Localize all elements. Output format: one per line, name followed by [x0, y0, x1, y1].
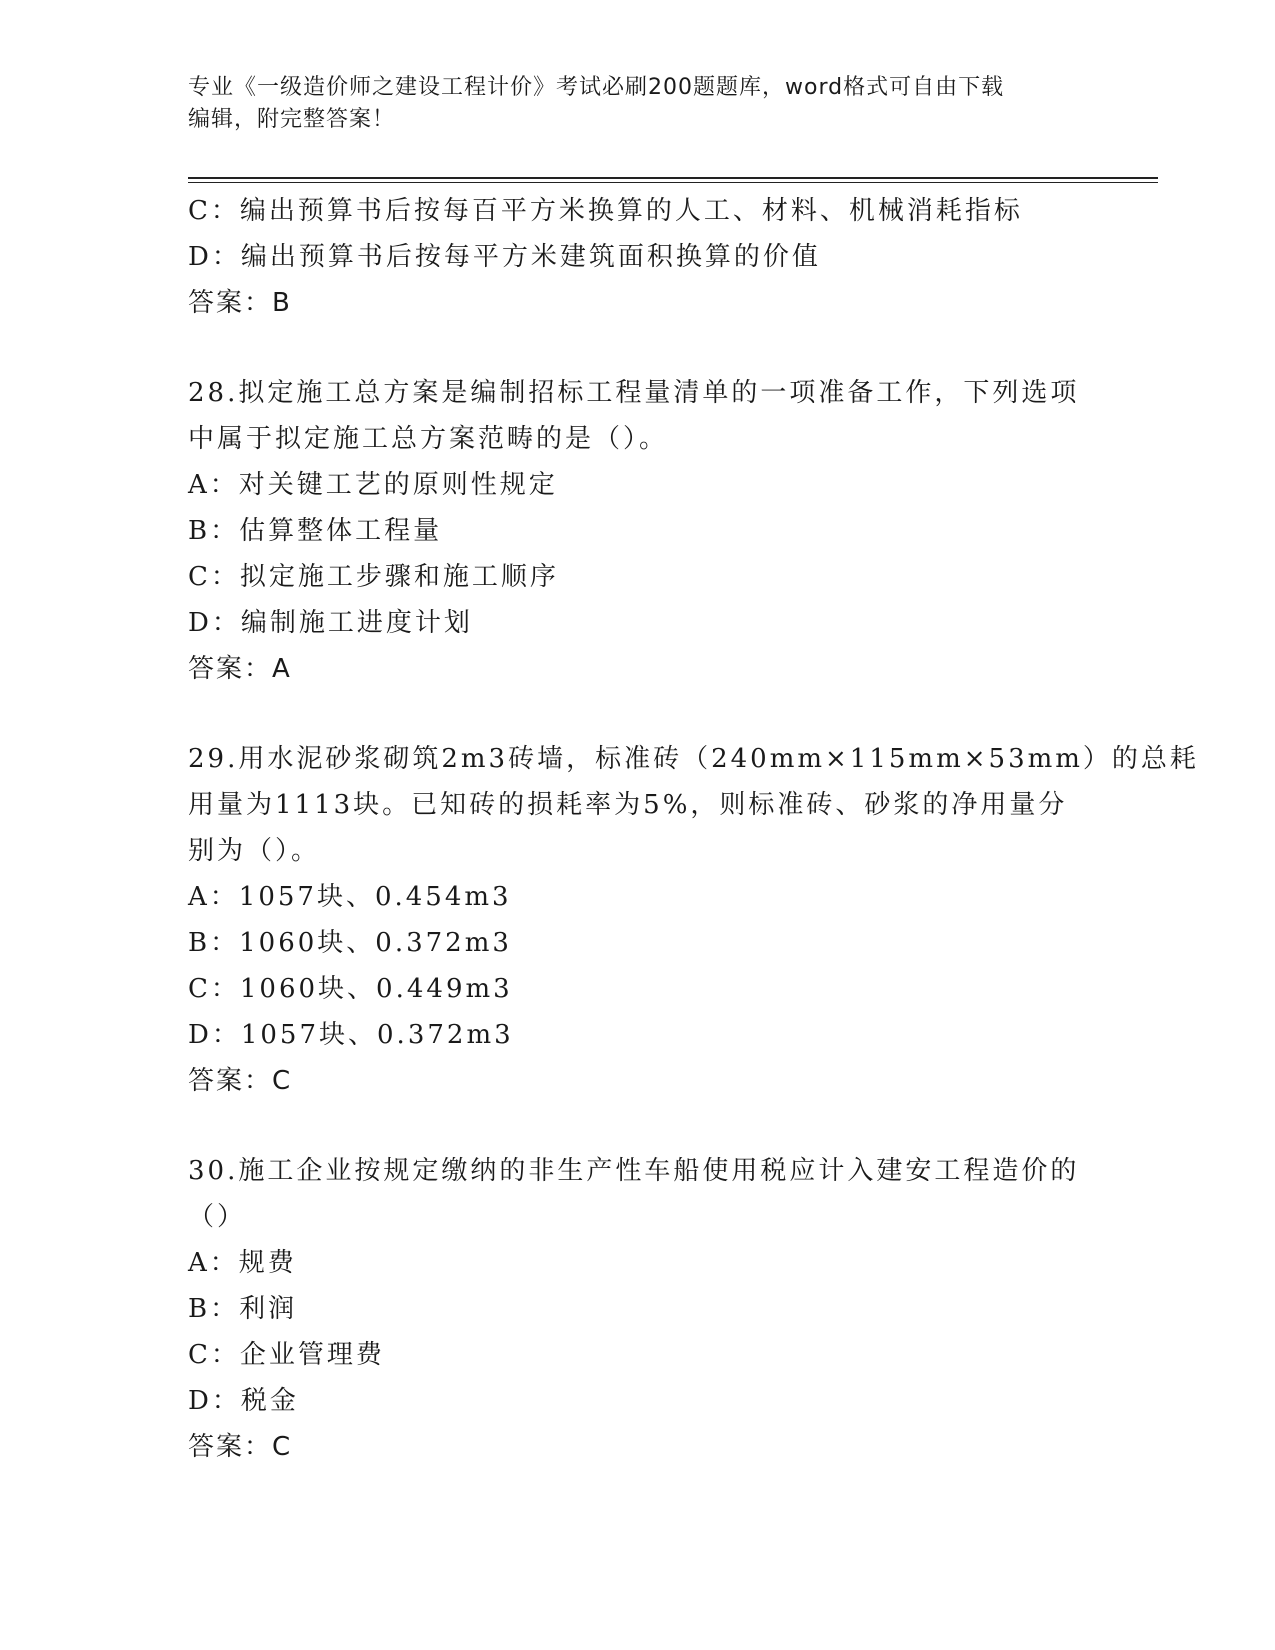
question-text-line: 28.拟定施工总方案是编制招标工程量清单的一项准备工作，下列选项: [188, 378, 1080, 408]
question-30: [188, 1148, 1088, 1470]
document-body: [188, 188, 1199, 1470]
option-d: D：1057块、0.372m3: [188, 1020, 514, 1050]
option-d: D：编出预算书后按每平方米建筑面积换算的价值: [188, 242, 821, 272]
option-c: C：拟定施工步骤和施工顺序: [188, 562, 559, 592]
option-a: A：对关键工艺的原则性规定: [188, 470, 558, 500]
question-text-line: 用量为1113块。已知砖的损耗率为5%，则标准砖、砂浆的净用量分: [188, 790, 1068, 820]
answer-line: 答案：B: [188, 288, 292, 318]
answer-line: 答案：A: [188, 654, 292, 684]
option-c: C：企业管理费: [188, 1340, 385, 1370]
question-text-line: 别为（）。: [188, 836, 321, 866]
question-text-line: 30.施工企业按规定缴纳的非生产性车船使用税应计入建安工程造价的: [188, 1156, 1080, 1186]
option-c: C：编出预算书后按每百平方米换算的人工、材料、机械消耗指标: [188, 196, 1023, 226]
option-a: A：规费: [188, 1248, 297, 1278]
question-text-line: 29.用水泥砂浆砌筑2m3砖墙，标准砖（240mm×115mm×53mm）的总耗: [188, 744, 1199, 774]
header-line-2: 编辑，附完整答案！: [188, 107, 396, 132]
question-text-line: 中属于拟定施工总方案范畴的是（）。: [188, 424, 669, 454]
option-d: D：编制施工进度计划: [188, 608, 473, 638]
option-b: B：估算整体工程量: [188, 516, 443, 546]
header-line-1: 专业《一级造价师之建设工程计价》考试必刷200题题库，word格式可自由下载: [188, 75, 1005, 100]
spacer: [188, 1104, 1088, 1148]
header-divider-thin: [188, 182, 1158, 183]
spacer: [188, 326, 1088, 370]
option-d: D：税金: [188, 1386, 299, 1416]
question-28: [188, 370, 1088, 692]
document-header: [188, 72, 1068, 136]
option-b: B：1060块、0.372m3: [188, 928, 512, 958]
question-29: [188, 736, 1199, 1104]
option-a: A：1057块、0.454m3: [188, 882, 512, 912]
spacer: [188, 692, 1088, 736]
option-b: B：利润: [188, 1294, 298, 1324]
header-divider-thick: [188, 177, 1158, 179]
option-c: C：1060块、0.449m3: [188, 974, 513, 1004]
answer-line: 答案：C: [188, 1066, 293, 1096]
question-27-continuation: [188, 188, 1088, 326]
answer-line: 答案：C: [188, 1432, 293, 1462]
question-text-line: （）: [188, 1202, 247, 1232]
